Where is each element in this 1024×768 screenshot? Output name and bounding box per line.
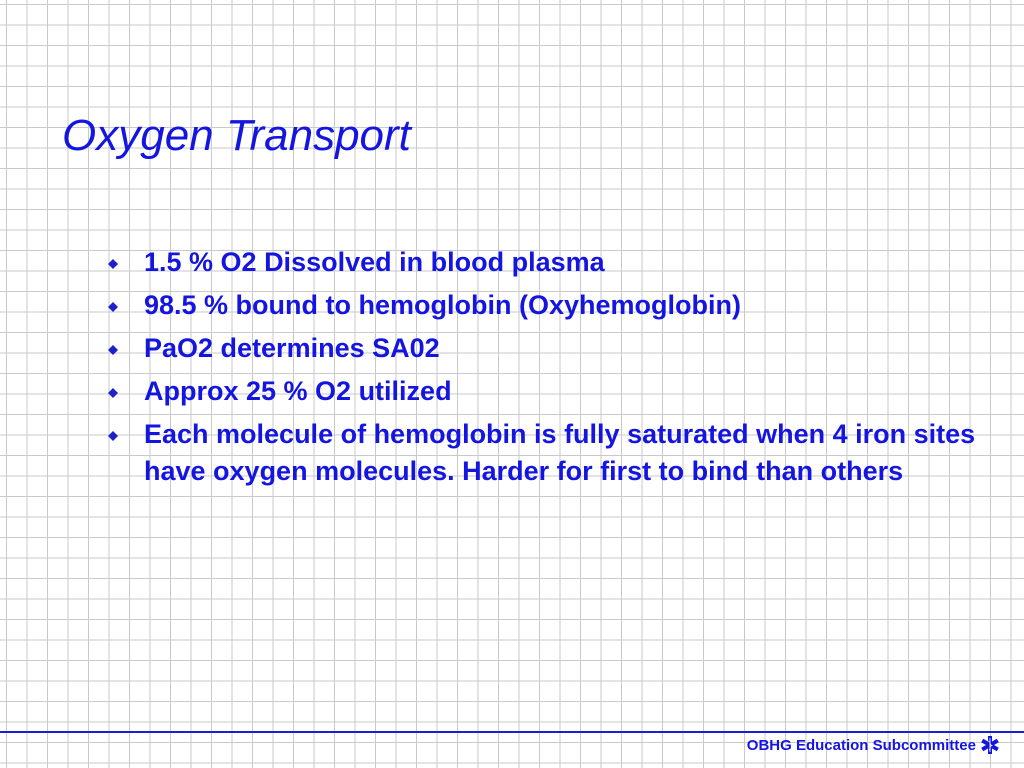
list-item	[104, 244, 1004, 281]
slide-title: Oxygen Transport	[62, 111, 411, 160]
bullet-list	[104, 244, 1004, 496]
diamond-bullet-icon	[108, 345, 118, 355]
bullet-text: PaO2 determines SA02	[144, 333, 440, 363]
bullet-text: Each molecule of hemoglobin is fully saturated when 4 iron sites have oxygen molecules. Harder for first to bind than others	[144, 419, 976, 486]
list-item	[104, 416, 1004, 490]
bullet-text: 1.5 % O2 Dissolved in blood plasma	[144, 247, 605, 277]
list-item	[104, 287, 1004, 324]
list-item	[104, 330, 1004, 367]
diamond-bullet-icon	[108, 388, 118, 398]
bullet-text: Approx 25 % O2 utilized	[144, 376, 452, 406]
star-of-life-icon	[980, 735, 1000, 755]
footer-divider	[0, 731, 1024, 733]
diamond-bullet-icon	[108, 302, 118, 312]
footer-label: OBHG Education Subcommittee	[746, 737, 976, 754]
diamond-bullet-icon	[108, 431, 118, 441]
diamond-bullet-icon	[108, 259, 118, 269]
list-item	[104, 373, 1004, 410]
bullet-text: 98.5 % bound to hemoglobin (Oxyhemoglobin)	[144, 290, 741, 320]
